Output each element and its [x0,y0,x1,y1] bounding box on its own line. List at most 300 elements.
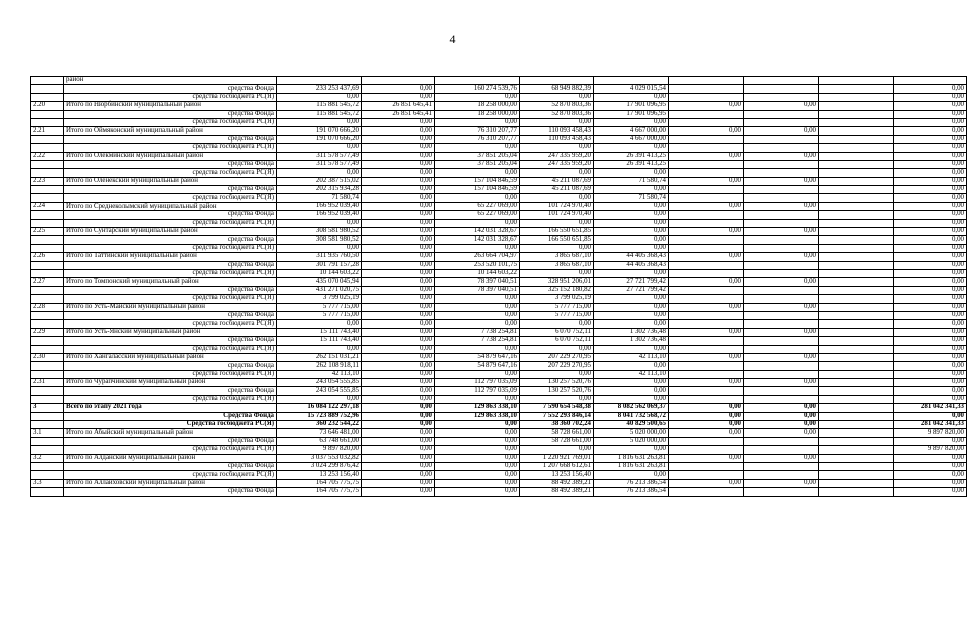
amount-cell: 281 042 341,33 [894,404,967,412]
row-number [31,295,64,303]
table-row [31,488,967,496]
amount-cell: 3 865 687,10 [520,261,594,269]
row-number [31,362,64,370]
amount-cell: 130 257 520,76 [520,387,594,395]
district-name: Итого по Олекминский муниципальный район [64,152,277,160]
funding-source-label: средства Фонда [64,85,277,93]
amount-cell [819,236,894,244]
funding-source-label: средства Фонда [64,488,277,496]
amount-cell: 0,00 [277,395,362,403]
amount-cell: 202 387 515,02 [277,177,362,185]
district-name: Итого по Оймяконский муниципальный район [64,127,277,135]
amount-cell: 263 664 704,97 [435,253,520,261]
district-name: Итого по Хангаласский муниципальный район [64,353,277,361]
amount-cell: 71 580,74 [277,194,362,202]
amount-cell [819,110,894,118]
amount-cell [744,244,819,252]
amount-cell: 0,00 [894,303,967,311]
row-number: 2.31 [31,379,64,387]
amount-cell: 0,00 [435,169,520,177]
amount-cell: 0,00 [894,135,967,143]
amount-cell [669,85,744,93]
amount-cell: 328 951 206,01 [520,278,594,286]
amount-cell: 0,00 [594,169,669,177]
amount-cell: 7 738 254,81 [435,328,520,336]
amount-cell: 7 552 293 846,14 [520,412,594,420]
amount-cell [744,362,819,370]
amount-cell: 0,00 [362,228,435,236]
row-number [31,211,64,219]
amount-cell: 0,00 [520,446,594,454]
funding-source-label: средства Фонда [64,337,277,345]
amount-cell: 0,00 [362,362,435,370]
row-number [31,462,64,470]
funding-source-label: средства Фонда [64,261,277,269]
amount-cell: 0,00 [894,379,967,387]
amount-cell: 0,00 [594,228,669,236]
amount-cell: 142 031 328,67 [435,228,520,236]
table-row [31,77,967,85]
amount-cell: 0,00 [894,454,967,462]
amount-cell [669,236,744,244]
amount-cell: 202 315 934,28 [277,186,362,194]
amount-cell [669,144,744,152]
amount-cell: 0,00 [277,144,362,152]
amount-cell: 0,00 [894,93,967,101]
amount-cell: 0,00 [669,228,744,236]
row-number: 2.23 [31,177,64,185]
amount-cell [819,186,894,194]
table-row [31,85,967,93]
district-name: Итого по Оленекский муниципальный район [64,177,277,185]
table-row [31,412,967,420]
table-row [31,387,967,395]
funding-source-label: средства Фонда [64,186,277,194]
amount-cell: 0,00 [362,177,435,185]
funding-source-label: средства госбюджета РС(Я) [64,169,277,177]
amount-cell: 42 113,10 [277,370,362,378]
amount-cell: 0,00 [520,219,594,227]
amount-cell: 207 229 270,95 [520,362,594,370]
amount-cell: 26 851 645,41 [362,110,435,118]
amount-cell: 4 667 000,00 [594,135,669,143]
amount-cell [819,429,894,437]
amount-cell: 0,00 [744,353,819,361]
amount-cell [669,135,744,143]
amount-cell: 0,00 [362,412,435,420]
amount-cell [819,228,894,236]
funding-source-label: средства Фонда [64,236,277,244]
amount-cell: 0,00 [894,286,967,294]
amount-cell: 0,00 [894,228,967,236]
amount-cell: 0,00 [894,337,967,345]
amount-cell: 115 881 545,72 [277,110,362,118]
district-name: Итого по Усть-Майский муниципальный район [64,303,277,311]
table-row [31,404,967,412]
amount-cell: 0,00 [894,194,967,202]
amount-cell [744,311,819,319]
amount-cell: 0,00 [362,160,435,168]
amount-cell: 45 211 087,69 [520,177,594,185]
amount-cell: 247 335 959,20 [520,160,594,168]
amount-cell: 0,00 [594,362,669,370]
amount-cell [669,110,744,118]
amount-cell: 9 897 820,00 [894,446,967,454]
amount-cell: 0,00 [277,345,362,353]
amount-cell: 0,00 [894,437,967,445]
amount-cell [669,471,744,479]
amount-cell: 0,00 [894,311,967,319]
row-number [31,320,64,328]
amount-cell [669,93,744,101]
row-number [31,286,64,294]
amount-cell: 0,00 [362,311,435,319]
amount-cell: 0,00 [894,345,967,353]
table-row [31,479,967,487]
amount-cell [819,488,894,496]
table-row [31,219,967,227]
amount-cell [744,337,819,345]
amount-cell [744,118,819,126]
amount-cell: 73 646 481,00 [277,429,362,437]
amount-cell: 26 391 413,25 [594,152,669,160]
funding-source-label: средства госбюджета РС(Я) [64,144,277,152]
amount-cell: 0,00 [362,488,435,496]
amount-cell: 5 020 000,00 [594,429,669,437]
amount-cell: 88 492 389,21 [520,479,594,487]
row-number: 3.1 [31,429,64,437]
amount-cell: 3 799 025,19 [520,295,594,303]
amount-cell: 42 113,10 [594,370,669,378]
amount-cell [819,102,894,110]
amount-cell: 0,00 [362,152,435,160]
amount-cell: 0,00 [669,127,744,135]
table-row [31,269,967,277]
amount-cell [669,118,744,126]
amount-cell: 52 870 803,36 [520,110,594,118]
table-row [31,127,967,135]
amount-cell [669,295,744,303]
funding-source-label: средства Фонда [64,135,277,143]
amount-cell [819,362,894,370]
amount-cell: 15 111 743,40 [277,328,362,336]
amount-cell: 0,00 [894,479,967,487]
table-row [31,102,967,110]
table-row [31,362,967,370]
amount-cell [819,379,894,387]
table-row [31,370,967,378]
amount-cell [669,345,744,353]
amount-cell: 0,00 [669,328,744,336]
amount-cell: 1 302 736,48 [594,337,669,345]
amount-cell: 262 151 031,21 [277,353,362,361]
amount-cell: 0,00 [594,295,669,303]
amount-cell: 0,00 [277,118,362,126]
amount-cell [669,337,744,345]
amount-cell: 3 024 299 876,42 [277,462,362,470]
funding-source-label: средства Фонда [64,286,277,294]
amount-cell [744,437,819,445]
amount-cell: 0,00 [435,93,520,101]
funding-source-label: средства Фонда [64,311,277,319]
amount-cell: 8 082 562 069,37 [594,404,669,412]
table-row [31,236,967,244]
amount-cell [819,286,894,294]
table-row [31,169,967,177]
amount-cell: 360 232 544,22 [277,421,362,429]
amount-cell: 247 335 959,20 [520,152,594,160]
amount-cell: 0,00 [362,261,435,269]
amount-cell: 0,00 [520,345,594,353]
amount-cell [819,437,894,445]
amount-cell: 0,00 [435,303,520,311]
amount-cell: 0,00 [594,446,669,454]
amount-cell: 71 580,74 [594,177,669,185]
funding-source-label: средства госбюджета РС(Я) [64,446,277,454]
amount-cell: 15 723 889 752,96 [277,412,362,420]
district-name: Всего по этапу 2021 года [64,404,277,412]
amount-cell: 0,00 [362,211,435,219]
amount-cell: 0,00 [744,404,819,412]
amount-cell [819,93,894,101]
amount-cell [669,437,744,445]
district-name: Итого по Нюрбинский муниципальный район [64,102,277,110]
row-number: 2.28 [31,303,64,311]
amount-cell: 0,00 [669,429,744,437]
row-number [31,219,64,227]
row-number: 2.24 [31,202,64,210]
amount-cell: 0,00 [435,429,520,437]
row-number [31,488,64,496]
amount-cell [669,370,744,378]
amount-cell: 0,00 [594,320,669,328]
row-number: 2.26 [31,253,64,261]
amount-cell: 0,00 [594,311,669,319]
row-number: 3 [31,404,64,412]
amount-cell: 0,00 [520,370,594,378]
row-number [31,337,64,345]
funding-source-label: средства госбюджета РС(Я) [64,118,277,126]
amount-cell: 0,00 [594,395,669,403]
amount-cell: 0,00 [594,93,669,101]
amount-cell: 54 879 647,16 [435,362,520,370]
amount-cell: 65 227 069,00 [435,211,520,219]
amount-cell [669,395,744,403]
amount-cell: 301 791 157,28 [277,261,362,269]
amount-cell: 0,00 [435,488,520,496]
amount-cell: 130 257 520,76 [520,379,594,387]
amount-cell: 37 851 205,04 [435,160,520,168]
amount-cell: 68 949 882,39 [520,85,594,93]
amount-cell: 71 580,74 [594,194,669,202]
amount-cell [277,77,362,85]
amount-cell: 13 253 156,40 [520,471,594,479]
amount-cell: 0,00 [362,454,435,462]
amount-cell [819,412,894,420]
amount-cell: 44 405 368,43 [594,261,669,269]
amount-cell: 311 935 760,50 [277,253,362,261]
amount-cell: 0,00 [362,127,435,135]
funding-source-label: средства госбюджета РС(Я) [64,194,277,202]
funding-source-label: средства Фонда [64,110,277,118]
amount-cell: 0,00 [362,219,435,227]
amount-cell [744,446,819,454]
funding-source-label: Средства Фонда [64,412,277,420]
amount-cell: 0,00 [669,412,744,420]
amount-cell: 0,00 [362,387,435,395]
amount-cell [819,244,894,252]
row-number [31,311,64,319]
amount-cell: 191 070 666,20 [277,127,362,135]
district-name: Итого по Таттинский муниципальный район [64,253,277,261]
table-row [31,160,967,168]
amount-cell: 0,00 [362,446,435,454]
amount-cell: 166 550 651,85 [520,228,594,236]
amount-cell: 0,00 [894,353,967,361]
amount-cell: 0,00 [520,169,594,177]
funding-source-label: средства госбюджета РС(Я) [64,219,277,227]
funding-source-label: средства Фонда [64,211,277,219]
amount-cell: 311 578 577,49 [277,160,362,168]
amount-cell: 40 829 500,65 [594,421,669,429]
amount-cell: 0,00 [894,253,967,261]
table-row [31,303,967,311]
amount-cell: 0,00 [362,479,435,487]
table-row [31,228,967,236]
amount-cell: 101 724 970,40 [520,211,594,219]
amount-cell: 0,00 [520,93,594,101]
amount-cell [669,488,744,496]
amount-cell: 0,00 [894,152,967,160]
amount-cell: 262 108 918,11 [277,362,362,370]
amount-cell: 0,00 [894,328,967,336]
amount-cell: 0,00 [894,219,967,227]
amount-cell: 58 728 661,00 [520,429,594,437]
amount-cell: 65 227 069,00 [435,202,520,210]
amount-cell: 0,00 [435,144,520,152]
amount-cell: 0,00 [744,479,819,487]
row-number: 3.3 [31,479,64,487]
amount-cell [669,219,744,227]
amount-cell [819,387,894,395]
amount-cell: 0,00 [669,379,744,387]
amount-cell [744,93,819,101]
amount-cell: 191 070 666,20 [277,135,362,143]
amount-cell [744,295,819,303]
amount-cell: 76 213 386,54 [594,488,669,496]
amount-cell [744,370,819,378]
row-number [31,395,64,403]
amount-cell: 157 104 846,59 [435,177,520,185]
funding-source-label: средства Фонда [64,462,277,470]
amount-cell [819,454,894,462]
amount-cell: 233 253 437,69 [277,85,362,93]
table-row [31,211,967,219]
amount-cell [819,303,894,311]
table-row [31,454,967,462]
row-number [31,85,64,93]
amount-cell: 0,00 [669,353,744,361]
amount-cell: 52 870 803,36 [520,102,594,110]
district-name: Итого по Усть-Янский муниципальный район [64,328,277,336]
amount-cell: 0,00 [594,202,669,210]
amount-cell: 0,00 [894,144,967,152]
amount-cell: 0,00 [520,269,594,277]
amount-cell: 1 816 631 263,81 [594,454,669,462]
amount-cell: 0,00 [744,454,819,462]
amount-cell: 0,00 [894,362,967,370]
amount-cell: 0,00 [594,471,669,479]
amount-cell: 1 302 736,48 [594,328,669,336]
amount-cell [520,77,594,85]
amount-cell [819,345,894,353]
funding-source-label: средства госбюджета РС(Я) [64,345,277,353]
amount-cell: 0,00 [894,186,967,194]
amount-cell: 0,00 [894,320,967,328]
amount-cell [819,118,894,126]
amount-cell [819,269,894,277]
amount-cell: 0,00 [362,93,435,101]
district-name: Итого по Аллаиховский муниципальный район [64,479,277,487]
amount-cell: 26 391 413,25 [594,160,669,168]
table-row [31,337,967,345]
row-number [31,269,64,277]
amount-cell: 142 031 328,67 [435,236,520,244]
table-row [31,244,967,252]
amount-cell [819,395,894,403]
amount-cell: 0,00 [594,144,669,152]
amount-cell: 42 113,10 [594,353,669,361]
amount-cell: 115 881 545,72 [277,102,362,110]
amount-cell: 0,00 [362,462,435,470]
amount-cell: 76 310 207,77 [435,127,520,135]
amount-cell: 0,00 [362,370,435,378]
amount-cell: 164 705 775,75 [277,488,362,496]
amount-cell: 101 724 970,40 [520,202,594,210]
amount-cell: 15 111 743,40 [277,337,362,345]
amount-cell: 0,00 [744,429,819,437]
amount-cell [819,152,894,160]
table-row [31,471,967,479]
amount-cell: 0,00 [435,446,520,454]
amount-cell: 63 748 661,00 [277,437,362,445]
table-row [31,118,967,126]
amount-cell: 0,00 [669,177,744,185]
amount-cell [819,219,894,227]
amount-cell: 0,00 [435,219,520,227]
row-number: 2.20 [31,102,64,110]
amount-cell: 253 520 101,75 [435,261,520,269]
amount-cell [744,186,819,194]
amount-cell [744,286,819,294]
amount-cell [819,462,894,470]
amount-cell [744,269,819,277]
table-row [31,110,967,118]
amount-cell: 0,00 [277,169,362,177]
table-row [31,261,967,269]
amount-cell: 0,00 [744,412,819,420]
amount-cell: 0,00 [435,462,520,470]
amount-cell: 9 897 820,00 [277,446,362,454]
amount-cell [819,337,894,345]
district-name: Итого по Алданский муниципальный район [64,454,277,462]
table-row [31,328,967,336]
row-number: 2.25 [31,228,64,236]
amount-cell [819,211,894,219]
amount-cell: 5 777 715,00 [277,303,362,311]
amount-cell: 0,00 [744,228,819,236]
amount-cell: 0,00 [435,244,520,252]
